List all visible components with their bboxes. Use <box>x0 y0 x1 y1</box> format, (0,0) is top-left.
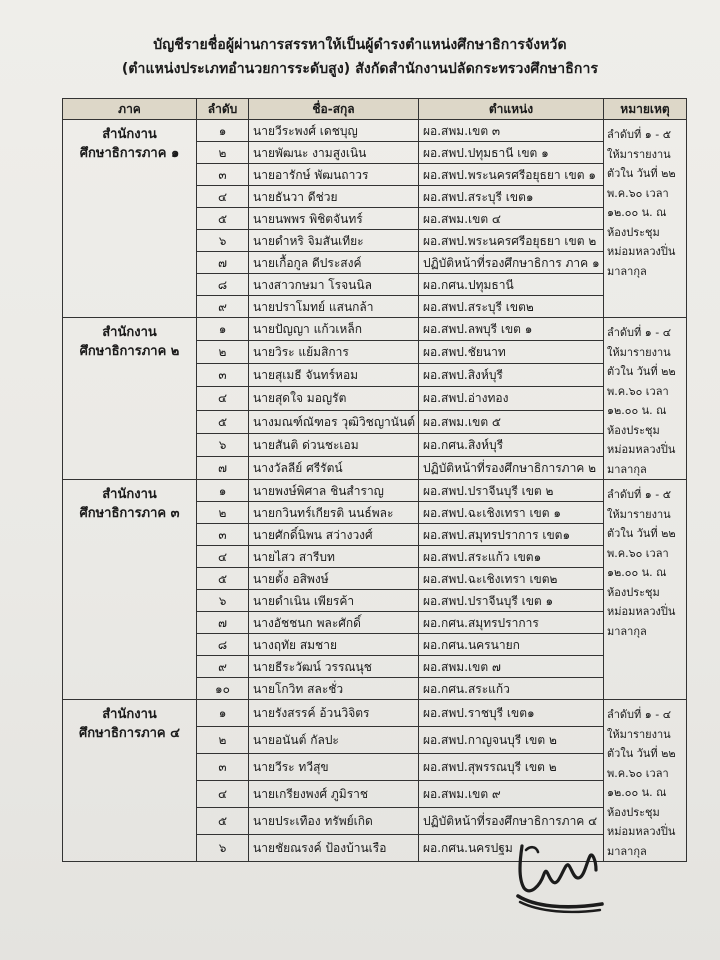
position-cell: ผอ.สพป.สุพรรณบุรี เขต ๒ <box>419 754 604 781</box>
order-cell: ๖ <box>197 230 249 252</box>
order-cell: ๔ <box>197 546 249 568</box>
position-cell: ผอ.สพม.เขต ๗ <box>419 656 604 678</box>
region-label-line2: ศึกษาธิการภาค ๔ <box>78 726 180 741</box>
document-subtitle: (ตำแหน่งประเภทอำนวยการระดับสูง) สังกัดสำนักงานปลัดกระทรวงศึกษาธิการ <box>121 61 599 77</box>
position-cell: ผอ.สพป.ปราจีนบุรี เขต ๒ <box>419 480 604 502</box>
region-cell <box>63 318 197 480</box>
name-cell: นายธันวา ดีช่วย <box>249 186 419 208</box>
order-cell: ๗ <box>197 252 249 274</box>
region-label-line1: สำนักงาน <box>102 127 157 142</box>
table-row <box>63 700 687 727</box>
position-cell: ผอ.สพป.กาญจนบุรี เขต ๒ <box>419 727 604 754</box>
name-cell: นายพัฒนะ งามสูงเนิน <box>249 142 419 164</box>
header-position: ตำแหน่ง <box>419 99 604 120</box>
name-cell: นายพงษ์พิศาล ชินสำราญ <box>249 480 419 502</box>
name-cell: นายอนันต์ กัลปะ <box>249 727 419 754</box>
region-label-line2: ศึกษาธิการภาค ๒ <box>79 344 180 359</box>
order-cell: ๑ <box>197 480 249 502</box>
position-cell: ผอ.สพป.ราชบุรี เขต๑ <box>419 700 604 727</box>
remark-cell: ลำดับที่ ๑ - ๕ ให้มารายงานตัวใน วันที่ ๒๒ พ.ค.๖๐ เวลา ๑๒.๐๐ น. ณ ห้องประชุม หม่อมหลวงปิ่น มาลากุล <box>604 480 687 700</box>
position-cell: ผอ.สพป.ฉะเชิงเทรา เขต๒ <box>419 568 604 590</box>
remark-cell: ลำดับที่ ๑ - ๔ ให้มารายงานตัวใน วันที่ ๒๒ พ.ค.๖๐ เวลา ๑๒.๐๐ น. ณ ห้องประชุม หม่อมหลวงปิ่น มาลากุล <box>604 700 687 862</box>
header-order: ลำดับ <box>197 99 249 120</box>
order-cell: ๑ <box>197 700 249 727</box>
position-cell: ผอ.สพป.สิงห์บุรี <box>419 364 604 387</box>
name-cell: นายดำหริ จิมสันเทียะ <box>249 230 419 252</box>
table-row <box>63 480 687 502</box>
order-cell: ๓ <box>197 364 249 387</box>
order-cell: ๓ <box>197 754 249 781</box>
name-cell: นายอารักษ์ พัฒนถาวร <box>249 164 419 186</box>
order-cell: ๑ <box>197 120 249 142</box>
name-cell: นายไสว สารีบท <box>249 546 419 568</box>
name-cell: นายตั้ง อสิพงษ์ <box>249 568 419 590</box>
name-cell: นายปัญญา แก้วเหล็ก <box>249 318 419 341</box>
name-cell: นายชัยณรงค์ ป้องบ้านเรือ <box>249 835 419 862</box>
position-cell: ผอ.สพป.พระนครศรีอยุธยา เขต ๑ <box>419 164 604 186</box>
position-cell: ผอ.กศน.สิงห์บุรี <box>419 433 604 456</box>
position-cell: ผอ.สพป.สระแก้ว เขต๑ <box>419 546 604 568</box>
name-cell: นายสุเมธี จันทร์หอม <box>249 364 419 387</box>
region-cell <box>63 700 197 862</box>
remark-cell: ลำดับที่ ๑ - ๔ ให้มารายงานตัวใน วันที่ ๒๒ พ.ค.๖๐ เวลา ๑๒.๐๐ น. ณ ห้องประชุม หม่อมหลวงปิ่น มาลากุล <box>604 318 687 480</box>
position-cell: ปฏิบัติหน้าที่รองศึกษาธิการภาค ๔ <box>419 808 604 835</box>
position-cell: ผอ.สพป.ปทุมธานี เขต ๑ <box>419 142 604 164</box>
position-cell: ผอ.สพป.ปราจีนบุรี เขต ๑ <box>419 590 604 612</box>
order-cell: ๔ <box>197 387 249 410</box>
position-cell: ผอ.สพม.เขต ๙ <box>419 781 604 808</box>
order-cell: ๑ <box>197 318 249 341</box>
order-cell: ๖ <box>197 433 249 456</box>
region-label-line2: ศึกษาธิการภาค ๑ <box>79 146 180 161</box>
header-region: ภาค <box>63 99 197 120</box>
order-cell: ๓ <box>197 164 249 186</box>
position-cell: ผอ.สพป.อ่างทอง <box>419 387 604 410</box>
name-cell: นายศักดิ์นิพน สว่างวงศ์ <box>249 524 419 546</box>
candidate-table <box>62 98 687 862</box>
region-label-line1: สำนักงาน <box>102 487 157 502</box>
name-cell: นายสันติ ด่วนชะเอม <box>249 433 419 456</box>
name-cell: นายกวินทร์เกียรติ นนธ์พละ <box>249 502 419 524</box>
position-cell: ผอ.สพป.สมุทรปราการ เขต๑ <box>419 524 604 546</box>
order-cell: ๙ <box>197 296 249 318</box>
position-cell: ผอ.สพป.ฉะเชิงเทรา เขต ๑ <box>419 502 604 524</box>
document-title: บัญชีรายชื่อผู้ผ่านการสรรหาให้เป็นผู้ดำรงตำแหน่งศึกษาธิการจังหวัด <box>153 37 567 53</box>
position-cell: ปฏิบัติหน้าที่รองศึกษาธิการภาค ๒ <box>419 456 604 479</box>
order-cell: ๘ <box>197 274 249 296</box>
position-cell: ผอ.สพม.เขต ๓ <box>419 120 604 142</box>
order-cell: ๑๐ <box>197 678 249 700</box>
remark-cell: ลำดับที่ ๑ - ๕ ให้มารายงานตัวใน วันที่ ๒๒ พ.ค.๖๐ เวลา ๑๒.๐๐ น. ณ ห้องประชุม หม่อมหลวงปิ่น มาลากุล <box>604 120 687 318</box>
order-cell: ๗ <box>197 456 249 479</box>
name-cell: นายเกื้อกูล ดีประสงค์ <box>249 252 419 274</box>
position-cell: ปฏิบัติหน้าที่รองศึกษาธิการ ภาค ๑ <box>419 252 604 274</box>
name-cell: นายดำเนิน เพียรค้า <box>249 590 419 612</box>
position-cell: ผอ.กศน.นครนายก <box>419 634 604 656</box>
position-cell: ผอ.กศน.สระแก้ว <box>419 678 604 700</box>
order-cell: ๕ <box>197 808 249 835</box>
position-cell: ผอ.สพป.สระบุรี เขต๒ <box>419 296 604 318</box>
header-name: ชื่อ-สกุล <box>249 99 419 120</box>
order-cell: ๗ <box>197 612 249 634</box>
order-cell: ๕ <box>197 208 249 230</box>
name-cell: นายวิระ แย้มสิการ <box>249 341 419 364</box>
name-cell: นายประเทือง ทรัพย์เกิด <box>249 808 419 835</box>
position-cell: ผอ.กศน.ปทุมธานี <box>419 274 604 296</box>
name-cell: นายโกวิท สละชั่ว <box>249 678 419 700</box>
table-body <box>63 120 687 862</box>
order-cell: ๕ <box>197 410 249 433</box>
order-cell: ๖ <box>197 590 249 612</box>
position-cell: ผอ.สพป.พระนครศรีอยุธยา เขต ๒ <box>419 230 604 252</box>
position-cell: ผอ.สพป.ชัยนาท <box>419 341 604 364</box>
position-cell: ผอ.สพป.สระบุรี เขต๑ <box>419 186 604 208</box>
order-cell: ๔ <box>197 781 249 808</box>
name-cell: นายสุดใจ มอญรัต <box>249 387 419 410</box>
name-cell: นายปราโมทย์ แสนกล้า <box>249 296 419 318</box>
name-cell: นายวีระพงศ์ เดชบุญ <box>249 120 419 142</box>
name-cell: นายธีระวัฒน์ วรรณนุช <box>249 656 419 678</box>
name-cell: นายรังสรรค์ อ้วนวิจิตร <box>249 700 419 727</box>
order-cell: ๙ <box>197 656 249 678</box>
position-cell: ผอ.กศน.นครปฐม <box>419 835 604 862</box>
name-cell: นายวีระ ทวีสุข <box>249 754 419 781</box>
table-header-row <box>63 99 687 120</box>
order-cell: ๕ <box>197 568 249 590</box>
order-cell: ๒ <box>197 727 249 754</box>
position-cell: ผอ.กศน.สมุทรปราการ <box>419 612 604 634</box>
signature-image <box>500 826 610 916</box>
order-cell: ๒ <box>197 341 249 364</box>
region-label-line2: ศึกษาธิการภาค ๓ <box>79 506 180 521</box>
name-cell: นางมณฑ์ณัฑอร วุฒิวิชญานันต์ <box>249 410 419 433</box>
order-cell: ๔ <box>197 186 249 208</box>
table-row <box>63 318 687 341</box>
order-cell: ๒ <box>197 142 249 164</box>
table-row <box>63 120 687 142</box>
header-remark: หมายเหตุ <box>604 99 687 120</box>
name-cell: นายนพพร พิชิตจันทร์ <box>249 208 419 230</box>
position-cell: ผอ.สพม.เขต ๕ <box>419 410 604 433</box>
name-cell: นางวัลลีย์ ศรีรัตน์ <box>249 456 419 479</box>
position-cell: ผอ.สพม.เขต ๔ <box>419 208 604 230</box>
order-cell: ๒ <box>197 502 249 524</box>
region-cell <box>63 480 197 700</box>
order-cell: ๖ <box>197 835 249 862</box>
region-label-line1: สำนักงาน <box>102 707 157 722</box>
order-cell: ๓ <box>197 524 249 546</box>
name-cell: นางสาวกษมา โรจนนิล <box>249 274 419 296</box>
name-cell: นางฤทัย สมชาย <box>249 634 419 656</box>
name-cell: นางอัชชนก พละศักดิ์ <box>249 612 419 634</box>
name-cell: นายเกรียงพงศ์ ภูมิราช <box>249 781 419 808</box>
region-label-line1: สำนักงาน <box>102 325 157 340</box>
region-cell <box>63 120 197 318</box>
order-cell: ๘ <box>197 634 249 656</box>
position-cell: ผอ.สพป.ลพบุรี เขต ๑ <box>419 318 604 341</box>
